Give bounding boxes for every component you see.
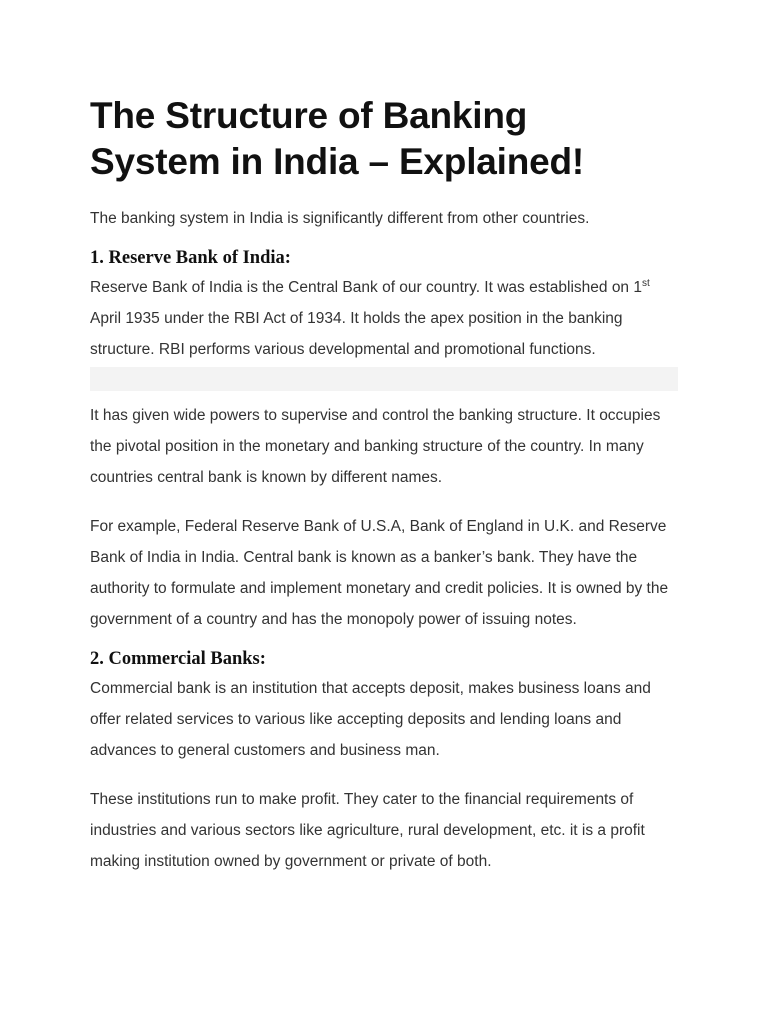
commercial-banks-paragraph-1: Commercial bank is an institution that accepts deposit, makes business loans and offer related services to various like accepting deposits and lending loans and advances to general customers and business man. <box>90 680 651 759</box>
reserve-bank-text-a: Reserve Bank of India is the Central Bank of our country. It was established on 1 <box>90 279 642 296</box>
page-title <box>90 93 678 185</box>
intro-paragraph: The banking system in India is significantly different from other countries. <box>90 210 590 227</box>
reserve-bank-text-b: April 1935 under the RBI Act of 1934. It holds the apex position in the banking structure. RBI performs various developmental and promotional functions. <box>90 310 623 358</box>
title-line-2: System in India – Explained! <box>90 141 585 182</box>
reserve-bank-paragraph-2: It has given wide powers to supervise and control the banking structure. It occupies the pivotal position in the monetary and banking structure of the country. In many countries central bank is known by different names. <box>90 407 661 486</box>
title-line-1: The Structure of Banking <box>90 95 528 136</box>
reserve-bank-paragraph-1 <box>90 272 678 365</box>
section-heading-commercial-banks: 2. Commercial Banks: <box>90 649 266 669</box>
ordinal-suffix: st <box>641 277 650 289</box>
section-heading-reserve-bank: 1. Reserve Bank of India: <box>90 248 291 268</box>
commercial-banks-paragraph-2: These institutions run to make profit. They cater to the financial requirements of industries and various sectors like agriculture, rural development, etc. it is a profit making institution owned by government or private of both. <box>90 791 645 870</box>
ad-placeholder-band <box>90 367 678 391</box>
reserve-bank-paragraph-3: For example, Federal Reserve Bank of U.S.A, Bank of England in U.K. and Reserve Bank of India in India. Central bank is known as a banker’s bank. They have the authority to formulate and implement monetary and credit policies. It is owned by the government of a country and has the monopoly power of issuing notes. <box>90 518 669 628</box>
